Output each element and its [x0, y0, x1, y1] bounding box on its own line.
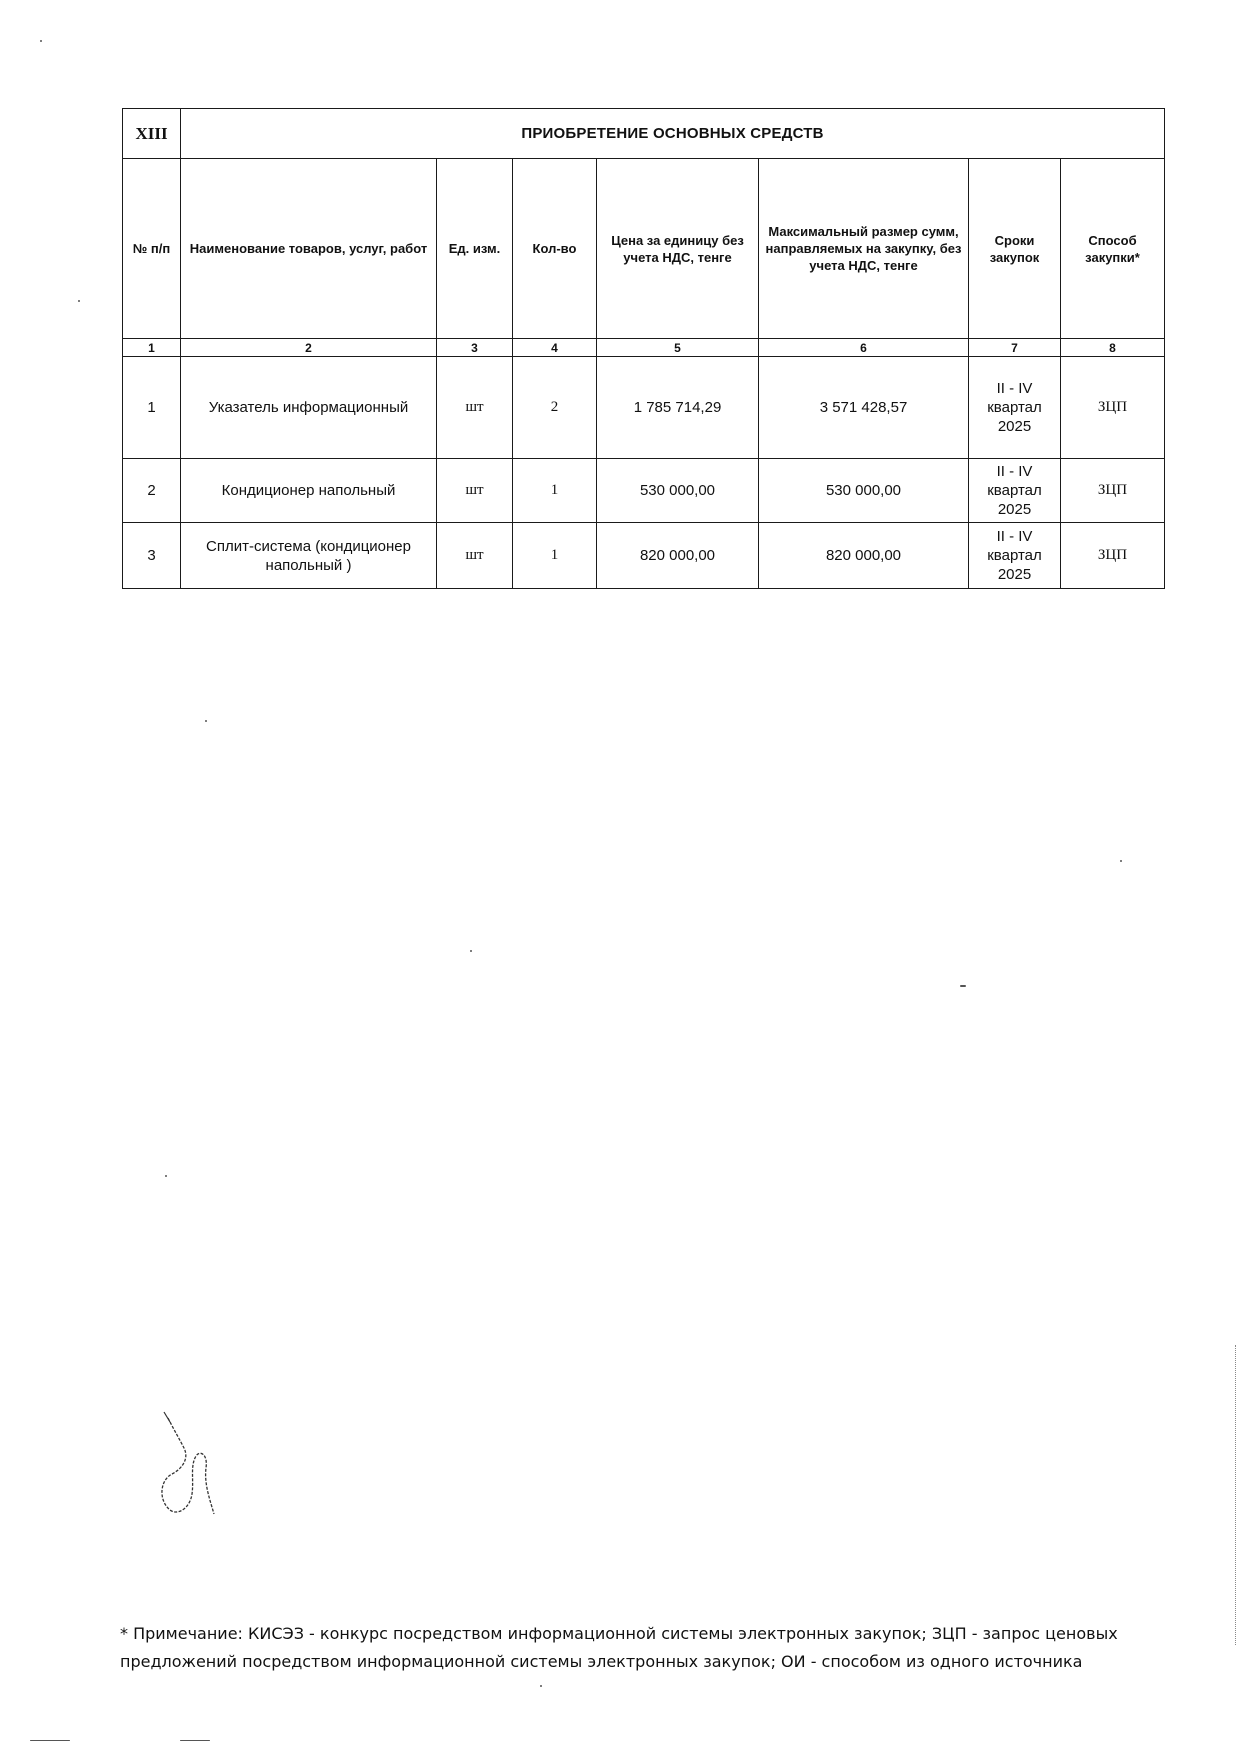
column-number: 6 [759, 339, 969, 357]
period-label: квартал [987, 482, 1042, 499]
scan-speck [180, 1740, 210, 1741]
item-unit-price: 820 000,00 [597, 523, 759, 589]
column-header: Цена за единицу без учета НДС, тенге [597, 159, 759, 339]
item-unit: шт [437, 459, 513, 523]
section-title: ПРИОБРЕТЕНИЕ ОСНОВНЫХ СРЕДСТВ [181, 109, 1165, 159]
column-number-row [123, 339, 1165, 357]
column-number: 4 [513, 339, 597, 357]
period-year: 2025 [997, 566, 1032, 583]
item-method: ЗЦП [1061, 523, 1165, 589]
item-name: Сплит-система (кондиционер напольный ) [181, 523, 437, 589]
item-period [969, 523, 1061, 589]
item-period [969, 357, 1061, 459]
scan-speck [78, 300, 80, 302]
section-header-row [123, 109, 1165, 159]
procurement-table [122, 108, 1165, 589]
item-quantity: 2 [513, 357, 597, 459]
item-unit: шт [437, 357, 513, 459]
item-name: Указатель информационный [181, 357, 437, 459]
period-year: 2025 [997, 501, 1032, 518]
row-number: 1 [123, 357, 181, 459]
column-header: Сроки закупок [969, 159, 1061, 339]
column-number: 3 [437, 339, 513, 357]
period-quarters: II - IV [996, 380, 1033, 397]
column-number: 8 [1061, 339, 1165, 357]
scan-edge-mark [1234, 1345, 1236, 1645]
column-header: Наименование товаров, услуг, работ [181, 159, 437, 339]
column-header: № п/п [123, 159, 181, 339]
column-header: Максимальный размер сумм, направляемых на закупку, без учета НДС, тенге [759, 159, 969, 339]
section-number: XIII [123, 109, 181, 159]
signature-scribble [150, 1410, 230, 1520]
item-max-amount: 820 000,00 [759, 523, 969, 589]
item-max-amount: 3 571 428,57 [759, 357, 969, 459]
column-number: 7 [969, 339, 1061, 357]
column-number: 2 [181, 339, 437, 357]
period-year: 2025 [997, 418, 1032, 435]
footnote: * Примечание: КИСЭЗ - конкурс посредством информационной системы электронных закупок; ЗЦП - запрос ценовых предложений посредством информационной системы электронных закупок; ОИ - способом из одного источника [120, 1624, 1118, 1671]
scan-speck [165, 1175, 167, 1177]
period-quarters: II - IV [996, 528, 1033, 545]
column-header: Ед. изм. [437, 159, 513, 339]
item-unit-price: 1 785 714,29 [597, 357, 759, 459]
column-number: 1 [123, 339, 181, 357]
scan-speck [960, 985, 966, 987]
period-label: квартал [987, 547, 1042, 564]
table-row [123, 523, 1165, 589]
item-name: Кондиционер напольный [181, 459, 437, 523]
scan-speck [540, 1685, 542, 1687]
column-header-row [123, 159, 1165, 339]
scan-speck [470, 950, 472, 952]
column-number: 5 [597, 339, 759, 357]
item-max-amount: 530 000,00 [759, 459, 969, 523]
row-number: 2 [123, 459, 181, 523]
scan-speck [1120, 860, 1122, 862]
item-method: ЗЦП [1061, 459, 1165, 523]
item-quantity: 1 [513, 459, 597, 523]
column-header: Кол-во [513, 159, 597, 339]
item-period [969, 459, 1061, 523]
period-label: квартал [987, 399, 1042, 416]
scan-speck [40, 40, 42, 42]
item-unit-price: 530 000,00 [597, 459, 759, 523]
row-number: 3 [123, 523, 181, 589]
column-header: Способ закупки* [1061, 159, 1165, 339]
scan-speck [30, 1740, 70, 1741]
item-method: ЗЦП [1061, 357, 1165, 459]
period-quarters: II - IV [996, 463, 1033, 480]
table-row [123, 459, 1165, 523]
scan-speck [205, 720, 207, 722]
table-row [123, 357, 1165, 459]
item-unit: шт [437, 523, 513, 589]
item-quantity: 1 [513, 523, 597, 589]
